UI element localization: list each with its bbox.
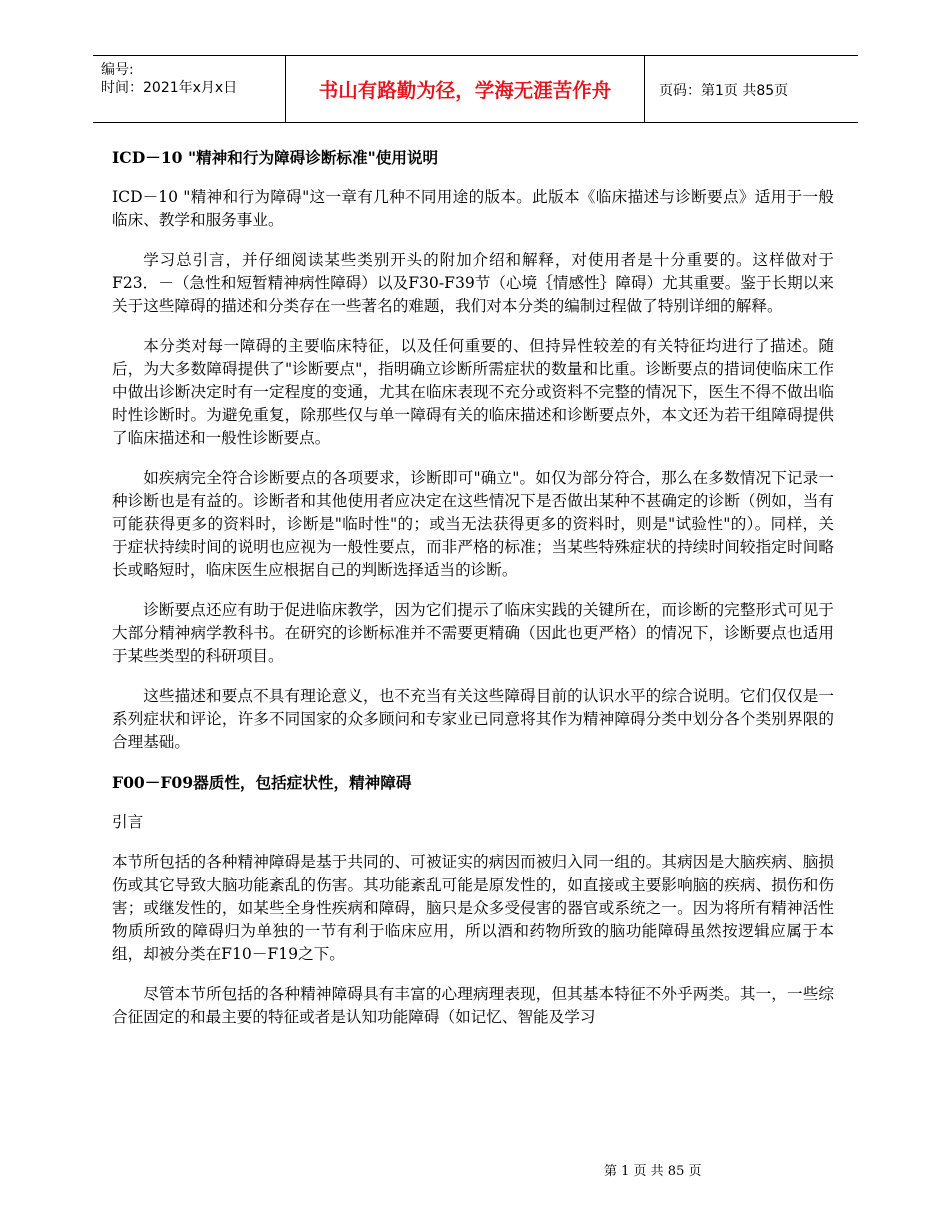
- header-page-info: 页码：第1页 共85页: [659, 83, 789, 99]
- header-left-cell: [101, 61, 281, 97]
- time-label: 时间：2021年x月x日: [101, 80, 238, 96]
- doc-number-label: 编号:: [101, 62, 134, 78]
- section-paragraph: 尽管本节所包括的各种精神障碍具有丰富的心理病理表现，但其基本特征不外乎两类。其一，一些综合征固定的和最主要的特征或者是认知功能障碍（如记忆、智能及学习: [112, 985, 834, 1026]
- section-paragraph: 本节所包括的各种精神障碍是基于共同的、可被证实的病因而被归入同一组的。其病因是大脑疾病、脑损伤或其它导致大脑功能紊乱的伤害。其功能紊乱可能是原发性的，如直接或主要影响脑的疾病、损伤和伤害；或继发性的，如某些全身性疾病和障碍，脑只是众多受侵害的器官或系统之一。因为将所有精神活性物质所致的障碍归为单独的一节有利于临床应用，所以酒和药物所致的脑功能障碍虽然按逻辑应属于本组，却被分类在F10－F19之下。: [112, 853, 834, 963]
- page-header: [93, 55, 858, 123]
- section-title: F00－F09器质性，包括症状性，精神障碍: [112, 773, 412, 792]
- paragraph: 如疾病完全符合诊断要点的各项要求，诊断即可"确立"。如仅为部分符合，那么在多数情况下记录一种诊断也是有益的。诊断者和其他使用者应决定在这些情况下是否做出某种不甚确定的诊断（例如，当有可能获得更多的资料时，诊断是"临时性"的；或当无法获得更多的资料时，则是"试验性"的）。同样，关于症状持续时间的说明也应视为一般性要点，而非严格的标准；当某些特殊症状的持续时间较指定时间略长或略短时，临床医生应根据自己的判断选择适当的诊断。: [112, 469, 834, 579]
- paragraph: 诊断要点还应有助于促进临床教学，因为它们提示了临床实践的关键所在，而诊断的完整形式可见于大部分精神病学教科书。在研究的诊断标准并不需要更精确（因此也更严格）的情况下，诊断要点也适用于某些类型的科研项目。: [112, 601, 834, 665]
- paragraph: 本分类对每一障碍的主要临床特征，以及任何重要的、但持异性较差的有关特征均进行了描述。随后，为大多数障碍提供了"诊断要点"，指明确立诊断所需症状的数量和比重。诊断要点的措词使临床工作中做出诊断决定时有一定程度的变通，尤其在临床表现不充分或资料不完整的情况下，医生不得不做出临时性诊断时。为避免重复，除那些仅与单一障碍有关的临床描述和诊断要点外，本文还为若干组障碍提供了临床描述和一般性诊断要点。: [112, 337, 834, 447]
- paragraph: 这些描述和要点不具有理论意义，也不充当有关这些障碍目前的认识水平的综合说明。它们仅仅是一系列症状和评论，许多不同国家的众多顾问和专家业已同意将其作为精神障碍分类中划分各个类别界限的合理基础。: [112, 687, 834, 751]
- paragraph: ICD－10 "精神和行为障碍"这一章有几种不同用途的版本。此版本《临床描述与诊断要点》适用于一般临床、教学和服务事业。: [112, 188, 834, 229]
- paragraph: 学习总引言，并仔细阅读某些类别开头的附加介绍和解释，对使用者是十分重要的。这样做对于F23．－（急性和短暂精神病性障碍）以及F30-F39节（心境｛情感性｝障碍）尤其重要。鉴于长期以来关于这些障碍的描述和分类存在一些著名的难题，我们对本分类的编制过程做了特别详细的解释。: [112, 251, 834, 315]
- document-body: [112, 146, 834, 1046]
- header-motto: 书山有路勤为径，学海无涯苦作舟: [285, 56, 645, 122]
- page-footer: 第 1 页 共 85 页: [604, 1164, 702, 1179]
- intro-label: 引言: [112, 813, 144, 831]
- document-title: ICD－10 "精神和行为障碍诊断标准"使用说明: [112, 148, 439, 167]
